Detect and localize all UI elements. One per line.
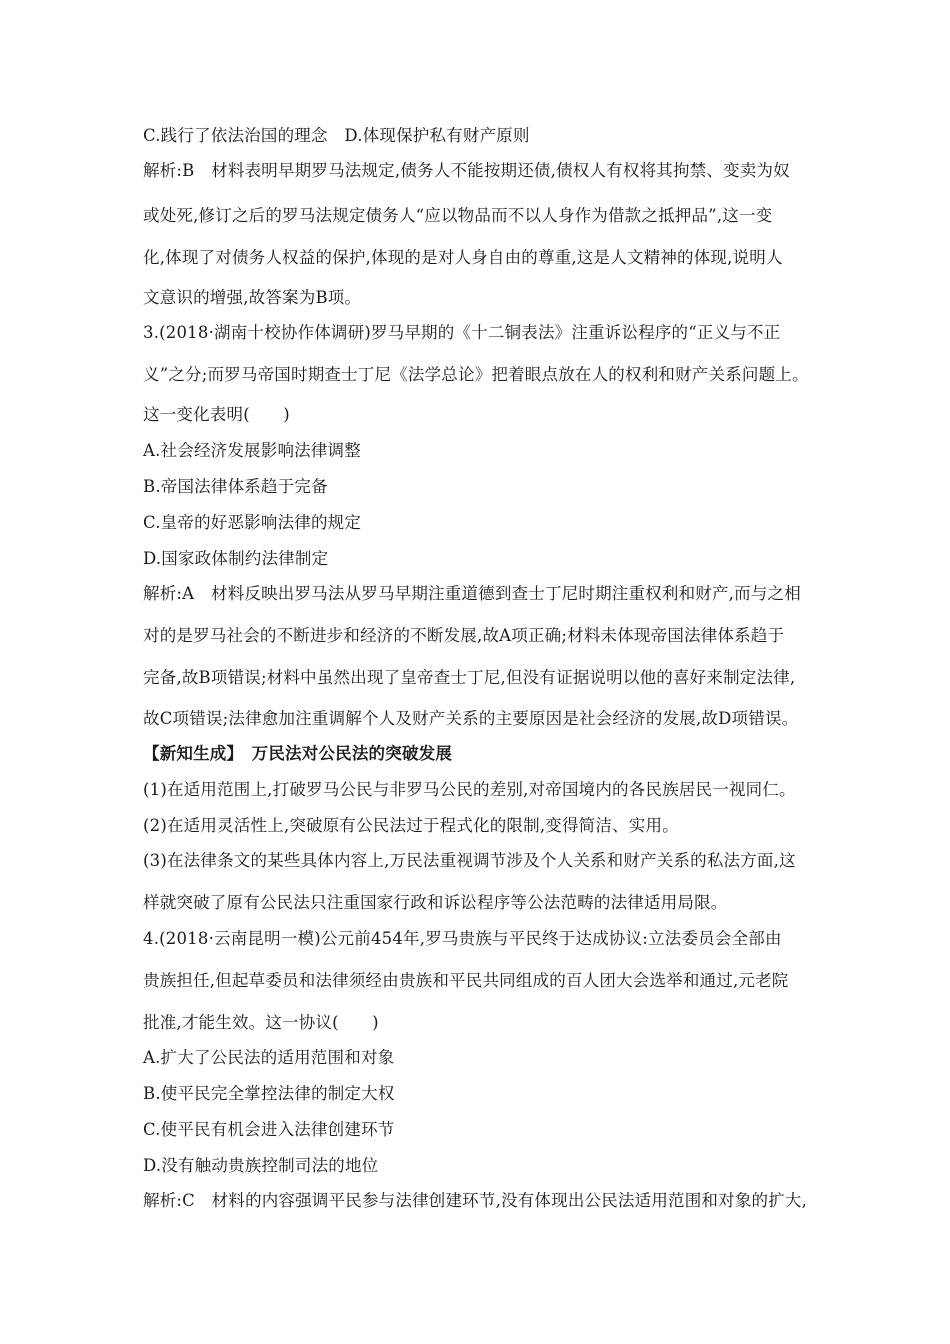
question-3-option-d: D.国家政体制约法律制定 — [143, 549, 329, 568]
question-4-option-d: D.没有触动贵族控制司法的地位 — [143, 1156, 379, 1175]
analysis-line: 文意识的增强,故答案为B项。 — [143, 288, 362, 307]
question-3-option-a: A.社会经济发展影响法律调整 — [143, 441, 361, 460]
analysis-line: 化,体现了对债务人权益的保护,体现的是对人身自由的尊重,这是人文精神的体现,说明人 — [143, 248, 783, 267]
question-4-stem: 贵族担任,但起草委员和法律须经由贵族和平民共同组成的百人团大会选举和通过,元老院 — [143, 971, 789, 990]
question-3-stem: 这一变化表明( ) — [143, 405, 290, 424]
question-4-stem: 4.(2018·云南昆明一模)公元前454年,罗马贵族与平民终于达成协议:立法委员会全部由 — [143, 929, 782, 948]
question-3-stem: 3.(2018·湖南十校协作体调研)罗马早期的《十二铜表法》注重诉讼程序的“正义与不正 — [143, 323, 781, 342]
analysis-line: 对的是罗马社会的不断进步和经济的不断发展,故A项正确;材料未体现帝国法律体系趋于 — [143, 626, 785, 645]
analysis-line: 解析:B 材料表明早期罗马法规定,债务人不能按期还债,债权人有权将其拘禁、变卖为奴 — [143, 161, 790, 180]
question-4-option-c: C.使平民有机会进入法律创建环节 — [143, 1120, 395, 1139]
analysis-line: 或处死,修订之后的罗马法规定债务人“应以物品而不以人身作为借款之抵押品”,这一变 — [143, 206, 773, 225]
question-3-stem: 义”之分;而罗马帝国时期查士丁尼《法学总论》把着眼点放在人的权利和财产关系问题上。 — [143, 365, 809, 384]
analysis-line: 完备,故B项错误;材料中虽然出现了皇帝查士丁尼,但没有证据说明以他的喜好来制定法律, — [143, 668, 796, 687]
knowledge-point-3: (3)在法律条文的某些具体内容上,万民法重视调节涉及个人关系和财产关系的私法方面,这 — [143, 851, 796, 870]
option-c-d-line: C.践行了依法治国的理念 D.体现保护私有财产原则 — [143, 126, 530, 145]
knowledge-point-2: (2)在适用灵活性上,突破原有公民法过于程式化的限制,变得简洁、实用。 — [143, 816, 679, 835]
question-4-stem: 批准,才能生效。这一协议( ) — [143, 1013, 379, 1032]
analysis-line: 解析:A 材料反映出罗马法从罗马早期注重道德到查士丁尼时期注重权利和财产,而与之相 — [143, 584, 801, 603]
question-4-option-a: A.扩大了公民法的适用范围和对象 — [143, 1048, 395, 1067]
analysis-line: 故C项错误;法律愈加注重调解个人及财产关系的主要原因是社会经济的发展,故D项错误。 — [143, 709, 799, 728]
question-4-option-b: B.使平民完全掌控法律的制定大权 — [143, 1084, 395, 1103]
analysis-line: 解析:C 材料的内容强调平民参与法律创建环节,没有体现出公民法适用范围和对象的扩大, — [143, 1191, 808, 1210]
section-heading: 【新知生成】 万民法对公民法的突破发展 — [143, 744, 453, 763]
question-3-option-b: B.帝国法律体系趋于完备 — [143, 477, 328, 496]
question-3-option-c: C.皇帝的好恶影响法律的规定 — [143, 513, 362, 532]
knowledge-point-1: (1)在适用范围上,打破罗马公民与非罗马公民的差别,对帝国境内的各民族居民一视同仁。 — [143, 780, 796, 799]
knowledge-point-3: 样就突破了原有公民法只注重国家行政和诉讼程序等公法范畴的法律适用局限。 — [143, 893, 728, 912]
